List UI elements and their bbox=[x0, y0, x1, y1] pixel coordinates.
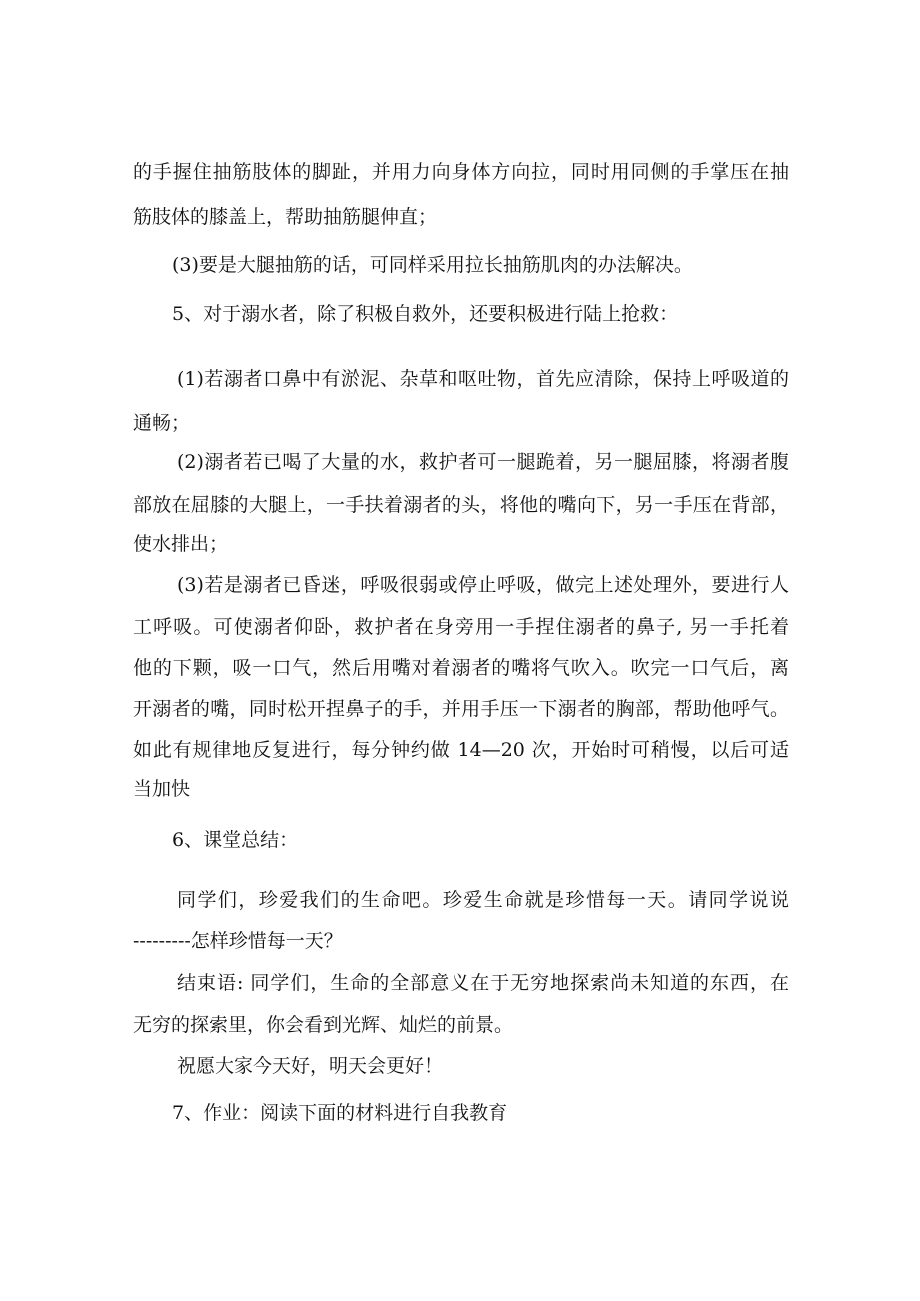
text-line: 祝愿大家今天好，明天会更好！ bbox=[177, 1055, 444, 1077]
text-line: 如此有规律地反复进行，每分钟约做 14—20 次，开始时可稍慢，以后可适 bbox=[133, 739, 789, 761]
text-line: 5、对于溺水者，除了积极自救外，还要积极进行陆上抢救： bbox=[172, 303, 679, 325]
text-line: 结束语: 同学们，生命的全部意义在于无穷地探索尚未知道的东西，在 bbox=[177, 972, 789, 994]
text-line: (2)溺者若已喝了大量的水，救护者可一腿跪着，另一腿屈膝，将溺者腹 bbox=[177, 451, 789, 473]
text-line: 通畅； bbox=[133, 412, 191, 434]
text-line: 7、作业：阅读下面的材料进行自我教育 bbox=[172, 1102, 508, 1124]
text-line: 工呼吸。可使溺者仰卧，救护者在身旁用一手捏住溺者的鼻子, 另一手托着 bbox=[133, 616, 789, 638]
text-line: 使水排出； bbox=[133, 533, 229, 555]
text-line: 6、课堂总结： bbox=[172, 829, 299, 851]
text-line: 部放在屈膝的大腿上，一手扶着溺者的头，将他的嘴向下，另一手压在背部， bbox=[133, 494, 789, 516]
text-line: 开溺者的嘴，同时松开捏鼻子的手，并用手压一下溺者的胸部，帮助他呼气。 bbox=[133, 698, 789, 720]
text-line: (1)若溺者口鼻中有淤泥、杂草和呕吐物，首先应清除，保持上呼吸道的 bbox=[177, 368, 789, 390]
text-line: 无穷的探索里，你会看到光辉、灿烂的前景。 bbox=[133, 1014, 514, 1036]
text-line: 的手握住抽筋肢体的脚趾，并用力向身体方向拉，同时用同侧的手掌压在抽 bbox=[133, 161, 789, 183]
text-line: (3)若是溺者已昏迷，呼吸很弱或停止呼吸，做完上述处理外，要进行人 bbox=[177, 574, 789, 596]
text-line: 同学们，珍爱我们的生命吧。珍爱生命就是珍惜每一天。请同学说说 bbox=[177, 889, 789, 911]
text-line: ---------怎样珍惜每一天？ bbox=[133, 930, 343, 952]
text-line: 当加快 bbox=[133, 778, 191, 800]
text-line: 筋肢体的膝盖上，帮助抽筋腿伸直； bbox=[133, 206, 438, 228]
text-line: 他的下颗，吸一口气，然后用嘴对着溺者的嘴将气吹入。吹完一口气后，离 bbox=[133, 657, 789, 679]
text-line: (3)要是大腿抽筋的话，可同样采用拉长抽筋肌肉的办法解决。 bbox=[172, 254, 693, 276]
